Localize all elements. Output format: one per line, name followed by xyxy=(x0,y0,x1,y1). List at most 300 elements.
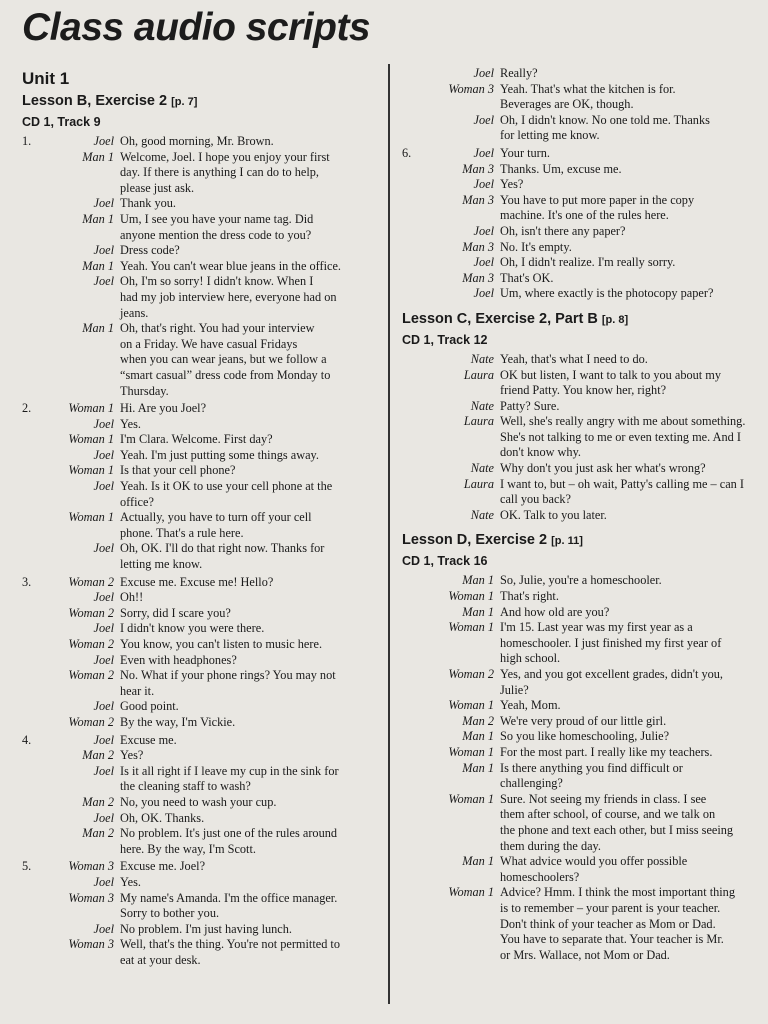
conversation-number xyxy=(22,699,52,715)
dialogue-line xyxy=(402,901,747,917)
speaker-name xyxy=(428,208,500,224)
conversation xyxy=(22,733,362,858)
speaker-name xyxy=(428,917,500,933)
dialogue-line xyxy=(22,891,362,907)
speaker-name: Man 3 xyxy=(462,192,494,207)
conversation-number xyxy=(402,113,428,129)
speaker-name: Man 1 xyxy=(462,760,494,775)
dialogue-line xyxy=(22,306,362,322)
speaker-name: Nate xyxy=(470,398,494,413)
dialogue-line xyxy=(22,715,362,731)
speaker-name: Joel xyxy=(93,479,114,494)
dialogue-text: Thank you. xyxy=(120,196,177,211)
speaker-name: Joel xyxy=(473,286,494,301)
dialogue-line xyxy=(22,495,362,511)
conversation-number xyxy=(22,826,52,842)
dialogue-text: Oh, isn't there any paper? xyxy=(500,223,626,238)
left-column xyxy=(22,68,362,968)
dialogue-line xyxy=(22,212,362,228)
speaker-name xyxy=(428,430,500,446)
dialogue-text: Um, I see you have your name tag. Did xyxy=(120,211,314,226)
dialogue-text: Welcome, Joel. I hope you enjoy your first xyxy=(120,149,330,164)
speaker-name: Man 1 xyxy=(82,149,114,164)
conversation-number xyxy=(402,901,428,917)
speaker-name xyxy=(52,526,120,542)
dialogue-text: Beverages are OK, though. xyxy=(500,97,634,112)
speaker-name: Man 1 xyxy=(82,321,114,336)
track-heading: CD 1, Track 12 xyxy=(402,332,488,347)
conversation-number xyxy=(22,321,52,337)
speaker-name: Woman 3 xyxy=(68,937,114,952)
conversation-number xyxy=(402,589,428,605)
dialogue-text: Is there anything you find difficult or xyxy=(500,760,683,775)
speaker-name: Woman 1 xyxy=(68,401,114,416)
speaker-name xyxy=(52,352,120,368)
conversation-number xyxy=(402,414,428,430)
dialogue-line xyxy=(402,286,747,302)
dialogue-text: Excuse me. xyxy=(120,732,177,747)
speaker-name: Joel xyxy=(93,243,114,258)
dialogue-line xyxy=(22,733,362,749)
dialogue-text: I want to, but – oh wait, Patty's calling me – can I xyxy=(500,476,745,491)
speaker-name xyxy=(52,228,120,244)
dialogue-line xyxy=(402,823,747,839)
speaker-name xyxy=(428,97,500,113)
dialogue-line xyxy=(22,337,362,353)
speaker-name: Laura xyxy=(463,367,494,382)
speaker-name xyxy=(428,683,500,699)
speaker-name xyxy=(428,651,500,667)
dialogue-text: Is that your cell phone? xyxy=(120,463,236,478)
conversation-number xyxy=(402,193,428,209)
dialogue-text: So you like homeschooling, Julie? xyxy=(500,729,670,744)
dialogue-text: don't know why. xyxy=(500,445,582,460)
dialogue-text: You have to separate that. Your teacher is Mr. xyxy=(500,932,724,947)
dialogue-line xyxy=(402,807,747,823)
dialogue-line xyxy=(402,82,747,98)
conversation-number xyxy=(22,541,52,557)
dialogue-text: here. By the way, I'm Scott. xyxy=(120,841,256,856)
dialogue-line xyxy=(402,729,747,745)
speaker-name: Nate xyxy=(470,351,494,366)
conversation-number xyxy=(402,839,428,855)
dialogue-line xyxy=(402,745,747,761)
conversation-number xyxy=(22,432,52,448)
dialogue-line xyxy=(22,368,362,384)
dialogue-text: You have to put more paper in the copy xyxy=(500,192,695,207)
conversation-number xyxy=(402,698,428,714)
lesson-title: Lesson C, Exercise 2, Part B xyxy=(402,310,598,327)
dialogue-text: when you can wear jeans, but we follow a xyxy=(120,352,327,367)
dialogue-text: eat at your desk. xyxy=(120,952,201,967)
dialogue-line xyxy=(22,448,362,464)
speaker-name: Woman 1 xyxy=(448,744,494,759)
conversation-number xyxy=(22,352,52,368)
conversation-number xyxy=(402,445,428,461)
conversation-number xyxy=(402,177,428,193)
dialogue-line xyxy=(402,776,747,792)
dialogue-line xyxy=(22,875,362,891)
dialogue-text: on a Friday. We have casual Fridays xyxy=(120,336,298,351)
dialogue-line xyxy=(402,97,747,113)
conversation-number xyxy=(402,82,428,98)
dialogue-text: homeschooler. I just finished my first year of xyxy=(500,635,722,650)
conversation-number xyxy=(402,271,428,287)
lesson-heading xyxy=(22,90,362,112)
speaker-name xyxy=(52,384,120,400)
dialogue-text: phone. That's a rule here. xyxy=(120,525,244,540)
speaker-name xyxy=(428,128,500,144)
dialogue-line xyxy=(22,165,362,181)
dialogue-text: Yes? xyxy=(500,177,524,192)
dialogue-line xyxy=(22,228,362,244)
speaker-name: Nate xyxy=(470,461,494,476)
dialogue-line xyxy=(402,477,747,493)
conversation-number xyxy=(402,917,428,933)
speaker-name xyxy=(52,290,120,306)
speaker-name xyxy=(428,901,500,917)
dialogue-line xyxy=(402,714,747,730)
dialogue-line xyxy=(402,932,747,948)
conversation xyxy=(402,352,747,524)
conversation-number: 6. xyxy=(402,145,412,160)
dialogue-line xyxy=(402,492,747,508)
dialogue-text: No. What if your phone rings? You may not xyxy=(120,668,336,683)
dialogue-line xyxy=(22,764,362,780)
speaker-name xyxy=(52,368,120,384)
dialogue-text: By the way, I'm Vickie. xyxy=(120,714,236,729)
dialogue-line xyxy=(22,526,362,542)
conversation-number xyxy=(22,606,52,622)
conversation-number xyxy=(402,651,428,667)
dialogue-line xyxy=(22,826,362,842)
conversation-number xyxy=(22,748,52,764)
speaker-name: Man 3 xyxy=(462,239,494,254)
dialogue-text: Yeah, Mom. xyxy=(500,698,561,713)
conversation-number xyxy=(402,823,428,839)
conversation-number xyxy=(402,714,428,730)
dialogue-text: jeans. xyxy=(120,305,149,320)
conversation-number xyxy=(402,399,428,415)
conversation-number xyxy=(22,922,52,938)
speaker-name xyxy=(52,495,120,511)
dialogue-text: Um, where exactly is the photocopy paper? xyxy=(500,286,714,301)
dialogue-line xyxy=(22,668,362,684)
conversation-number xyxy=(402,854,428,870)
conversation-number xyxy=(402,807,428,823)
dialogue-text: Yes, and you got excellent grades, didn't you, xyxy=(500,667,723,681)
speaker-name: Woman 2 xyxy=(68,668,114,683)
speaker-name: Man 3 xyxy=(462,270,494,285)
conversation-number xyxy=(22,165,52,181)
speaker-name: Woman 1 xyxy=(448,791,494,806)
speaker-name: Woman 1 xyxy=(448,589,494,604)
speaker-name: Joel xyxy=(473,255,494,270)
dialogue-text: Yeah. That's what the kitchen is for. xyxy=(500,81,676,96)
conversation-number xyxy=(22,212,52,228)
dialogue-line xyxy=(22,557,362,573)
dialogue-line xyxy=(22,274,362,290)
speaker-name: Woman 1 xyxy=(68,463,114,478)
conversation-number xyxy=(402,492,428,508)
conversation-number: 1. xyxy=(22,134,32,148)
dialogue-text: day. If there is anything I can do to help, xyxy=(120,165,319,180)
dialogue-line xyxy=(22,795,362,811)
dialogue-text: That's right. xyxy=(500,589,559,604)
dialogue-line xyxy=(402,383,747,399)
speaker-name xyxy=(428,948,500,964)
dialogue-line xyxy=(402,683,747,699)
conversation-number xyxy=(22,274,52,290)
dialogue-text: them during the day. xyxy=(500,838,601,853)
right-column xyxy=(402,66,747,963)
conversation-number xyxy=(22,653,52,669)
dialogue-text: Yeah. I'm just putting some things away. xyxy=(120,447,319,462)
dialogue-line xyxy=(402,224,747,240)
dialogue-line xyxy=(402,620,747,636)
dialogue-text: Thanks. Um, excuse me. xyxy=(500,161,622,176)
conversation-number xyxy=(402,368,428,384)
speaker-name: Joel xyxy=(93,447,114,462)
dialogue-text: Actually, you have to turn off your cell xyxy=(120,510,312,525)
speaker-name: Woman 3 xyxy=(448,81,494,96)
dialogue-text: high school. xyxy=(500,651,561,666)
speaker-name: Joel xyxy=(473,223,494,238)
speaker-name: Joel xyxy=(93,652,114,667)
conversation-number xyxy=(22,668,52,684)
dialogue-text: Really? xyxy=(500,66,538,80)
dialogue-line xyxy=(22,417,362,433)
speaker-name: Woman 1 xyxy=(448,885,494,900)
dialogue-line xyxy=(22,811,362,827)
dialogue-line xyxy=(402,208,747,224)
speaker-name: Joel xyxy=(473,112,494,127)
dialogue-text: friend Patty. You know her, right? xyxy=(500,383,667,398)
speaker-name xyxy=(428,383,500,399)
dialogue-text: We're very proud of our little girl. xyxy=(500,713,667,728)
conversation-number xyxy=(22,196,52,212)
dialogue-text: Dress code? xyxy=(120,243,180,258)
conversation-number xyxy=(22,479,52,495)
conversation-number xyxy=(22,181,52,197)
conversation-number xyxy=(22,891,52,907)
dialogue-line xyxy=(402,162,747,178)
dialogue-text: Excuse me. Joel? xyxy=(120,859,206,874)
conversation-number xyxy=(22,417,52,433)
speaker-name xyxy=(428,776,500,792)
dialogue-line xyxy=(22,937,362,953)
speaker-name: Joel xyxy=(93,732,114,747)
speaker-name: Joel xyxy=(93,134,114,148)
conversation xyxy=(22,575,362,731)
speaker-name xyxy=(428,870,500,886)
conversation-number xyxy=(22,306,52,322)
speaker-name: Joel xyxy=(473,66,494,80)
dialogue-line xyxy=(402,870,747,886)
dialogue-text: Good point. xyxy=(120,699,179,714)
conversation xyxy=(402,66,747,144)
speaker-name: Man 1 xyxy=(462,729,494,744)
dialogue-line xyxy=(402,508,747,524)
dialogue-text: Yes. xyxy=(120,416,141,431)
dialogue-text: Thursday. xyxy=(120,383,169,398)
dialogue-line xyxy=(402,255,747,271)
lesson-page-ref: [p. 7] xyxy=(171,96,198,108)
conversation-number xyxy=(402,352,428,368)
dialogue-line xyxy=(22,150,362,166)
conversation-number xyxy=(402,776,428,792)
conversation-number xyxy=(22,637,52,653)
speaker-name: Joel xyxy=(93,763,114,778)
dialogue-line xyxy=(22,590,362,606)
conversation-number xyxy=(402,885,428,901)
dialogue-text: No. It's empty. xyxy=(500,239,572,254)
dialogue-text: the cleaning staff to wash? xyxy=(120,779,251,794)
conversation-number xyxy=(22,368,52,384)
dialogue-text: had my job interview here, everyone had on xyxy=(120,289,337,304)
dialogue-line xyxy=(22,259,362,275)
dialogue-text: You know, you can't listen to music here. xyxy=(120,637,323,651)
speaker-name: Woman 1 xyxy=(68,510,114,525)
dialogue-text: letting me know. xyxy=(120,557,203,572)
dialogue-text: Oh, OK. Thanks. xyxy=(120,810,205,825)
speaker-name: Laura xyxy=(463,476,494,491)
dialogue-line xyxy=(22,699,362,715)
dialogue-text: anyone mention the dress code to you? xyxy=(120,227,312,242)
conversation-number xyxy=(402,667,428,683)
conversation-number xyxy=(22,764,52,780)
dialogue-text: is to remember – your parent is your teacher. xyxy=(500,900,721,915)
dialogue-line xyxy=(402,573,747,589)
dialogue-line xyxy=(402,589,747,605)
dialogue-line xyxy=(402,761,747,777)
dialogue-line xyxy=(402,430,747,446)
dialogue-line xyxy=(22,321,362,337)
dialogue-text: homeschoolers? xyxy=(500,869,580,884)
conversation-number xyxy=(22,150,52,166)
dialogue-line xyxy=(402,66,747,82)
dialogue-text: Advice? Hmm. I think the most important thing xyxy=(500,885,735,900)
dialogue-line xyxy=(22,510,362,526)
conversation-number xyxy=(402,286,428,302)
conversation-number xyxy=(22,590,52,606)
speaker-name xyxy=(52,953,120,969)
speaker-name: Joel xyxy=(473,145,494,160)
conversation xyxy=(22,134,362,399)
dialogue-line xyxy=(22,842,362,858)
speaker-name xyxy=(428,807,500,823)
dialogue-line xyxy=(22,606,362,622)
conversation-number xyxy=(402,683,428,699)
dialogue-line xyxy=(22,684,362,700)
dialogue-line xyxy=(22,541,362,557)
dialogue-line xyxy=(402,271,747,287)
conversation-number xyxy=(22,463,52,479)
conversation-number xyxy=(402,870,428,886)
dialogue-line xyxy=(402,854,747,870)
speaker-name xyxy=(428,492,500,508)
conversation-number: 3. xyxy=(22,574,32,589)
lesson-page-ref: [p. 8] xyxy=(601,313,629,326)
speaker-name: Joel xyxy=(93,416,114,431)
conversation-number xyxy=(402,162,428,178)
speaker-name: Man 2 xyxy=(462,713,494,728)
conversation-number xyxy=(402,761,428,777)
conversation-number xyxy=(22,875,52,891)
conversation-number xyxy=(402,636,428,652)
dialogue-text: Oh, that's right. You had your interview xyxy=(120,321,315,336)
dialogue-line xyxy=(22,479,362,495)
dialogue-line xyxy=(402,193,747,209)
dialogue-line xyxy=(402,667,747,683)
speaker-name: Man 2 xyxy=(82,794,114,809)
dialogue-text: office? xyxy=(120,494,154,509)
dialogue-text: Julie? xyxy=(500,682,529,697)
conversation-number xyxy=(22,795,52,811)
dialogue-text: machine. It's one of the rules here. xyxy=(500,208,669,223)
conversation-number xyxy=(22,906,52,922)
conversation-list xyxy=(22,134,362,968)
track-heading: CD 1, Track 9 xyxy=(22,115,101,129)
dialogue-text: No problem. It's just one of the rules around xyxy=(120,826,338,841)
dialogue-line xyxy=(22,134,362,150)
conversation xyxy=(402,573,747,963)
dialogue-text: Oh, I didn't realize. I'm really sorry. xyxy=(500,255,676,270)
speaker-name xyxy=(428,636,500,652)
dialogue-line xyxy=(402,605,747,621)
conversation-number xyxy=(402,605,428,621)
dialogue-text: Excuse me. Excuse me! Hello? xyxy=(120,574,274,589)
lesson-page-ref: [p. 11] xyxy=(551,535,583,548)
conversation-number xyxy=(402,240,428,256)
speaker-name xyxy=(52,337,120,353)
dialogue-line xyxy=(22,384,362,400)
dialogue-line xyxy=(22,352,362,368)
dialogue-text: And how old are you? xyxy=(500,604,610,619)
lesson-heading xyxy=(402,308,747,330)
conversation-number xyxy=(402,383,428,399)
dialogue-line xyxy=(22,621,362,637)
conversation-number xyxy=(22,811,52,827)
speaker-name: Joel xyxy=(93,874,114,889)
dialogue-line xyxy=(22,779,362,795)
conversation-number xyxy=(402,128,428,144)
dialogue-line xyxy=(22,181,362,197)
conversation-number xyxy=(402,792,428,808)
dialogue-line xyxy=(402,128,747,144)
dialogue-line xyxy=(402,885,747,901)
conversation-number xyxy=(402,208,428,224)
conversation xyxy=(22,401,362,573)
dialogue-text: hear it. xyxy=(120,683,155,698)
dialogue-text: Yes? xyxy=(120,748,144,763)
dialogue-text: OK. Talk to you later. xyxy=(500,507,607,522)
dialogue-text: She's not talking to me or even texting me. And I xyxy=(500,429,741,444)
dialogue-text: Patty? Sure. xyxy=(500,398,560,413)
dialogue-line xyxy=(22,653,362,669)
dialogue-line xyxy=(22,290,362,306)
dialogue-text: Why don't you just ask her what's wrong? xyxy=(500,461,706,476)
dialogue-text: I'm Clara. Welcome. First day? xyxy=(120,432,273,447)
conversation-number: 5. xyxy=(22,859,32,874)
dialogue-text: I'm 15. Last year was my first year as a xyxy=(500,620,693,635)
track-heading: CD 1, Track 16 xyxy=(402,554,488,569)
conversation-number: 2. xyxy=(22,401,32,416)
conversation-number xyxy=(22,510,52,526)
dialogue-text: No, you need to wash your cup. xyxy=(120,794,277,809)
dialogue-line xyxy=(402,368,747,384)
dialogue-line xyxy=(402,461,747,477)
